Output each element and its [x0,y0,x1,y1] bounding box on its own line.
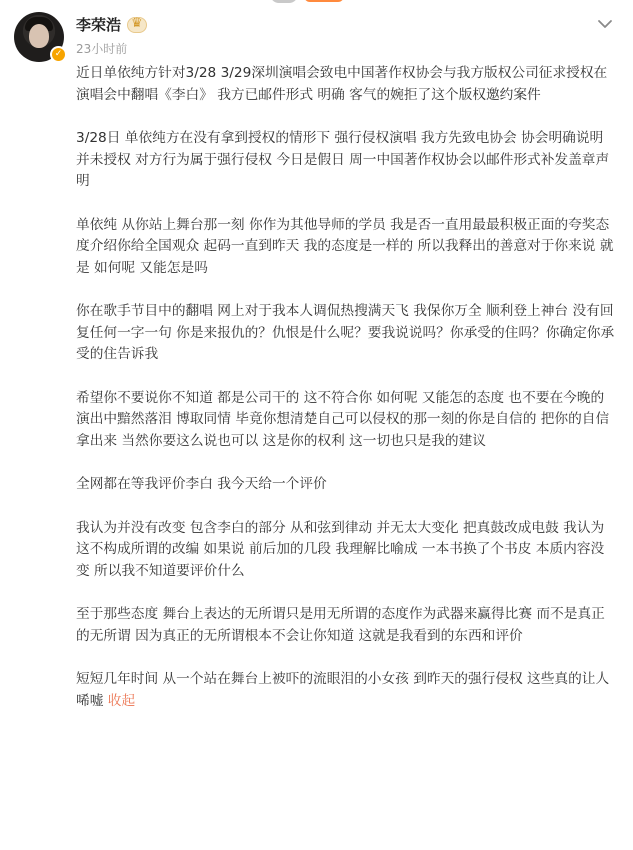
collapse-link[interactable]: 收起 [107,692,136,709]
author-row [76,14,147,35]
post-paragraph-last [76,669,616,712]
post-paragraph: 希望你不要说你不知道 都是公司干的 这不符合你 如何呢 又能怎的态度 也不要在今晚的演出中黯然落泪 博取同情 毕竟你想清楚自己可以侵权的那一刻的你是自信的 把你的自信拿出来 当然你要这么说也可以 这是你的权利 这一切也只是我的建议 [76,389,610,449]
crown-icon [127,17,147,33]
last-paragraph-text: 短短几年时间 从一个站在舞台上被吓的流眼泪的小女孩 到昨天的强行侵权 这些真的让人唏嘘 [76,671,610,709]
post-paragraph: 我认为并没有改变 包含李白的部分 从和弦到律动 并无太大变化 把真鼓改成电鼓 我认为这不构成所谓的改编 如果说 前后加的几段 我理解比喻成 一本书换了个书皮 本质内容没变 所以我不知道要评价什么 [76,519,605,579]
post-header [14,12,619,64]
top-peek-decoration [270,0,360,4]
post-paragraph: 单依纯 从你站上舞台那一刻 你作为其他导师的学员 我是否一直用最最积极正面的夸奖态度介绍你给全国观众 起码一直到昨天 我的态度是一样的 所以我释出的善意对于你来说 就是 如何呢 又能怎是吗 [76,216,614,276]
peek-avatar [270,0,298,3]
post-paragraph: 近日单依纯方针对3/28 3/29深圳演唱会致电中国著作权协会与我方版权公司征求授权在演唱会中翻唱《李白》 我方已邮件形式 明确 客气的婉拒了这个版权邀约案件 [76,65,608,103]
avatar-face [29,24,49,48]
author-name[interactable]: 李荣浩 [76,16,122,34]
post-paragraph: 你在歌手节目中的翻唱 网上对于我本人调侃热搜满天飞 我保你万全 顺利登上神台 没有回复任何一字一句 你是来报仇的？仇恨是什么呢？要我说说吗？你承受的住吗？你确定你承受的住告诉我 [76,303,615,362]
peek-badge [304,0,344,2]
chevron-down-icon[interactable] [595,14,615,34]
post-body [76,63,616,734]
post-paragraph: 3/28日 单依纯方在没有拿到授权的情形下 强行侵权演唱 我方先致电协会 协会明确说明 并未授权 对方行为属于强行侵权 今日是假日 周一中国著作权协会以邮件形式补发盖章声明 [76,130,610,189]
post-time: 23小时前 [76,42,128,56]
post-paragraph: 至于那些态度 舞台上表达的无所谓只是用无所谓的态度作为武器来赢得比赛 而不是真正的无所谓 因为真正的无所谓根本不会让你知道 这就是我看到的东西和评价 [76,606,605,644]
verified-badge-icon: ✓ [50,46,67,63]
post-paragraph: 全网都在等我评价李白 我今天给一个评价 [76,476,327,492]
